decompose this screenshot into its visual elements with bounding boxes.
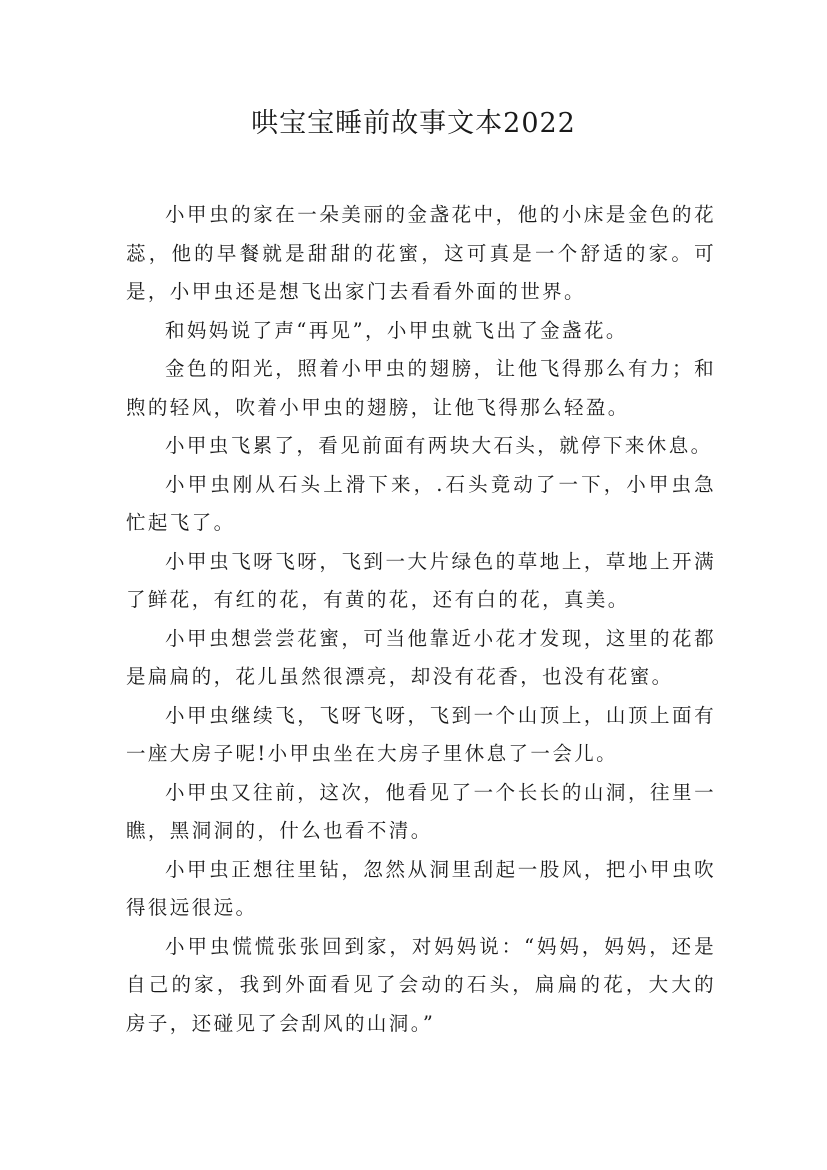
paragraph: 小甲虫又往前，这次，他看见了一个长长的山洞，往里一瞧，黑洞洞的，什么也看不清。 [126, 780, 716, 842]
paragraph: 小甲虫继续飞，飞呀飞呀，飞到一个山顶上，山顶上面有一座大房子呢!小甲虫坐在大房子里休息了一会儿。 [126, 703, 716, 765]
paragraph: 小甲虫飞呀飞呀，飞到一大片绿色的草地上，草地上开满了鲜花，有红的花，有黄的花，还有白的花，真美。 [126, 549, 716, 611]
paragraph: 小甲虫慌慌张张回到家，对妈妈说：“妈妈，妈妈，还是自己的家，我到外面看见了会动的石头，扁扁的花，大大的房子，还碰见了会刮风的山洞。” [126, 934, 716, 1035]
paragraph: 小甲虫刚从石头上滑下来，.石头竟动了一下，小甲虫急忙起飞了。 [126, 472, 716, 534]
document-title: 哄宝宝睡前故事文本2022 [251, 108, 576, 139]
paragraph: 小甲虫正想往里钻，忽然从洞里刮起一股风，把小甲虫吹得很远很远。 [126, 857, 716, 919]
paragraph: 金色的阳光，照着小甲虫的翅膀，让他飞得那么有力；和煦的轻风，吹着小甲虫的翅膀，让他飞得那么轻盈。 [126, 357, 716, 419]
paragraph: 和妈妈说了声“再见”，小甲虫就飞出了金盏花。 [165, 318, 628, 342]
story-body [126, 196, 716, 1043]
paragraph: 小甲虫飞累了，看见前面有两块大石头，就停下来休息。 [165, 434, 713, 457]
paragraph: 小甲虫的家在一朵美丽的金盏花中，他的小床是金色的花蕊，他的早餐就是甜甜的花蜜，这可真是一个舒适的家。可是，小甲虫还是想飞出家门去看看外面的世界。 [126, 203, 716, 303]
paragraph: 小甲虫想尝尝花蜜，可当他靠近小花才发现，这里的花都是扁扁的，花儿虽然很漂亮，却没有花香，也没有花蜜。 [126, 626, 716, 688]
